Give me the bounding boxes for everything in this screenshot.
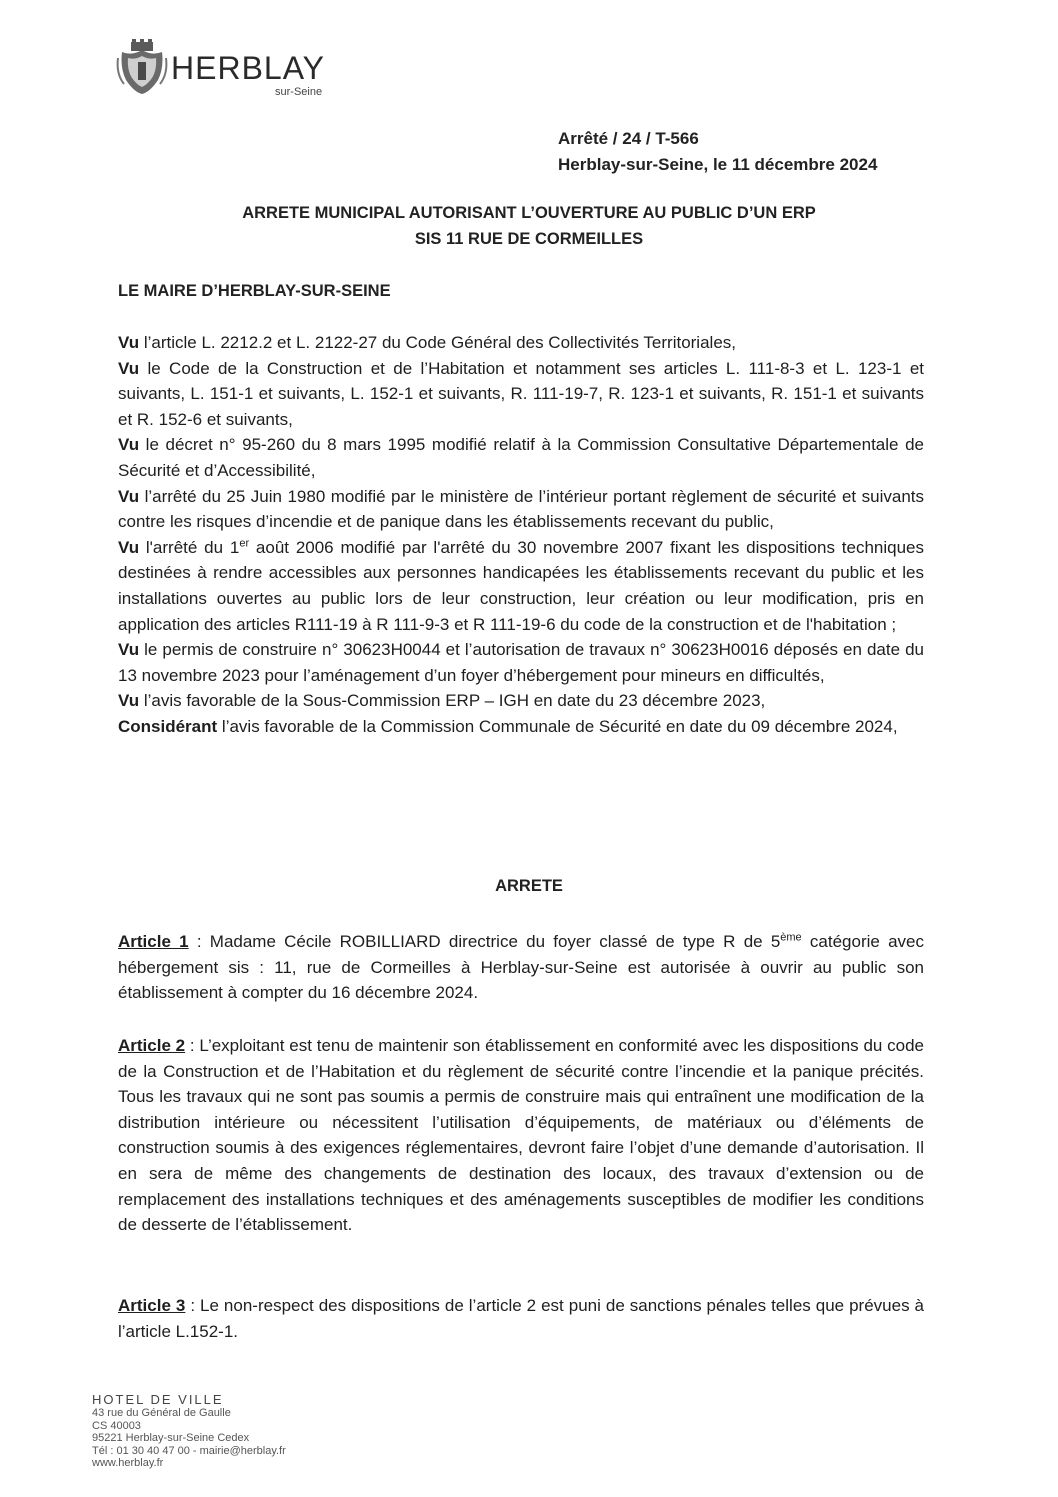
visa-item: Considérant l’avis favorable de la Commission Communale de Sécurité en date du 09 décembre 2024, — [118, 716, 898, 736]
city-hall-footer — [92, 1392, 286, 1470]
visa-item: Vu le permis de construire n° 30623H0044 et l’autorisation de travaux n° 30623H0016 déposés en date du 13 novembre 2023 pour l’aménagement d’un foyer d’hébergement pour mineurs en difficultés, — [118, 640, 924, 685]
decree-number: Arrêté / 24 / T-566 — [558, 129, 699, 148]
title-line-1: ARRETE MUNICIPAL AUTORISANT L’OUVERTURE AU PUBLIC D’UN ERP — [242, 204, 816, 222]
city-logo — [116, 38, 346, 100]
logo-wordmark: HERBLAY — [171, 50, 326, 86]
footer-address-line: 43 rue du Général de Gaulle — [92, 1407, 231, 1419]
article-label: Article 2 — [118, 1036, 186, 1055]
footer-address-line: 95221 Herblay-sur-Seine Cedex — [92, 1432, 250, 1445]
footer-contact-line: Tél : 01 30 40 47 00 - mairie@herblay.fr — [92, 1444, 286, 1457]
article-1: Article 1 : Madame Cécile ROBILLIARD directrice du foyer classé de type R de 5ème catégorie avec hébergement sis : 11, rue de Cormeilles à Herblay-sur-Seine est autorisée à ouvrir au public son établissement à compter du 16 décembre 2024. — [118, 931, 924, 1003]
visa-item: Vu l’avis favorable de la Sous-Commission ERP – IGH en date du 23 décembre 2023, — [118, 691, 766, 711]
coat-of-arms-icon — [116, 38, 168, 96]
decree-place-date: Herblay-sur-Seine, le 11 décembre 2024 — [558, 155, 878, 174]
decree-reference — [558, 126, 877, 178]
title-line-2: SIS 11 RUE DE CORMEILLES — [414, 230, 644, 248]
decree-title — [0, 200, 1058, 252]
article-2: Article 2 : L’exploitant est tenu de maintenir son établissement en conformité avec les dispositions du code de la Construction et de l’Habitation et du règlement de sécurité contre l’incendie et la panique précités. Tous les travaux qui ne sont pas soumis a permis de construire mais qui entraînent une modification de la distribution intérieure ou nécessitent l’utilisation d’équipements, de matériaux ou d’éléments de construction soumis à des exigences réglementaires, devront faire l’objet d’une demande d’autorisation. Il en sera de même des changements de destination des locaux, des travaux d’extension ou de remplacement des installations techniques et des aménagements susceptibles de modifier les conditions de desserte de l’établissement. — [118, 1036, 924, 1235]
logo-subtitle: sur-Seine — [275, 86, 323, 98]
article-3: Article 3 : Le non-respect des dispositions de l’article 2 est puni de sanctions pénales telles que prévues à l’article L.152-1. — [118, 1296, 925, 1341]
visa-item: Vu l’arrêté du 25 Juin 1980 modifié par le ministère de l’intérieur portant règlement de sécurité et suivants contre les risques d’incendie et de panique dans les établissements recevant du public, — [118, 486, 924, 532]
visa-item: Vu le décret n° 95-260 du 8 mars 1995 modifié relatif à la Commission Consultative Départementale de Sécurité et d’Accessibilité, — [118, 435, 924, 480]
visa-item: Vu l’article L. 2212.2 et L. 2122-27 du Code Général des Collectivités Territoriales, — [118, 333, 736, 352]
arrete-heading: ARRETE — [495, 877, 563, 895]
visas-section — [118, 330, 924, 740]
article-label: Article 3 — [118, 1296, 186, 1315]
mayor-heading: LE MAIRE D’HERBLAY-SUR-SEINE — [118, 282, 391, 300]
visa-item: Vu le Code de la Construction et de l’Habitation et notamment ses articles L. 111-8-3 et L. 123-1 et suivants, L. 151-1 et suivants, L. 152-1 et suivants, R. 111-19-7, R. 123-1 et suivants, R. 151-1 et suivants et R. 152-6 et suivants, — [118, 358, 924, 429]
article-label: Article 1 — [118, 932, 189, 951]
footer-heading: HOTEL DE VILLE — [92, 1392, 224, 1407]
footer-website: www.herblay.fr — [92, 1457, 164, 1470]
visa-item: Vu l'arrêté du 1er août 2006 modifié par l'arrêté du 30 novembre 2007 fixant les dispositions techniques destinées à rendre accessibles aux personnes handicapées les établissements recevant du public et les installations ouvertes au public lors de leur construction, leur création ou leur modification, pris en application des articles R111-19 à R 111-9-3 et R 111-19-6 du code de la construction et de l'habitation ; — [118, 537, 924, 634]
footer-address-line: CS 40003 — [92, 1419, 141, 1432]
